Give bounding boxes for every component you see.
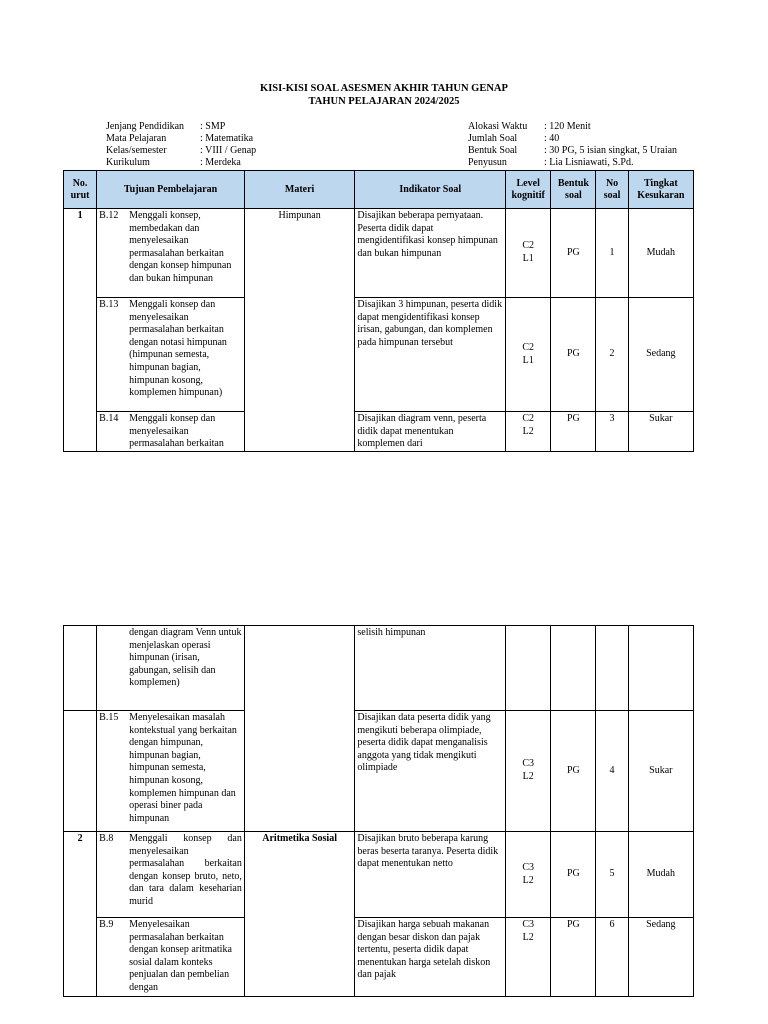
row-number: [64, 626, 97, 711]
table-row: [64, 209, 694, 298]
tingkat-cell: Mudah: [628, 832, 693, 918]
indikator-cell: Disajikan data peserta didik yang mengikuti beberapa olimpiade, peserta didik dapat menganalisis anggota yang tidak mengikuti olimpiade: [355, 711, 506, 832]
document-title: KISI-KISI SOAL ASESMEN AKHIR TAHUN GENAP: [260, 83, 508, 94]
level-cell: C3 L2: [506, 832, 551, 918]
bentuk-cell: PG: [551, 832, 596, 918]
info-row: Penyusun : Lia Lisniawati, S.Pd.: [468, 157, 634, 168]
indikator-cell: Disajikan harga sebuah makanan dengan besar diskon dan pajak tertentu, peserta didik dapat menentukan harga setelah diskon dan pajak: [355, 918, 506, 997]
col-header-indikator: Indikator Soal: [355, 171, 506, 209]
tingkat-cell: Sukar: [628, 412, 693, 452]
table-header-row: [64, 171, 694, 209]
level-cell: C2 L1: [506, 298, 551, 412]
col-header-level: Level kognitif: [506, 171, 551, 209]
kisi-table-page1: [63, 170, 694, 452]
table-row: [64, 626, 694, 711]
tingkat-cell: Sedang: [628, 298, 693, 412]
bentuk-cell: PG: [551, 209, 596, 298]
level-cell: [506, 626, 551, 711]
bentuk-cell: [551, 626, 596, 711]
info-row: Jumlah Soal : 40: [468, 133, 560, 144]
col-header-no: No. urut: [64, 171, 97, 209]
nosoal-cell: 2: [596, 298, 628, 412]
tingkat-cell: Sukar: [628, 711, 693, 832]
bentuk-cell: PG: [551, 918, 596, 997]
tingkat-cell: Mudah: [628, 209, 693, 298]
level-cell: C3 L2: [506, 711, 551, 832]
materi-cell: Aritmetika Sosial: [244, 832, 355, 997]
nosoal-cell: [596, 626, 628, 711]
nosoal-cell: 5: [596, 832, 628, 918]
nosoal-cell: 1: [596, 209, 628, 298]
level-cell: C2 L1: [506, 209, 551, 298]
indikator-cell: Disajikan beberapa pernyataan. Peserta didik dapat mengidentifikasi konsep himpunan dan bukan himpunan: [355, 209, 506, 298]
row-number: 2: [64, 832, 97, 997]
level-cell: C2 L2: [506, 412, 551, 452]
col-header-tujuan: Tujuan Pembelajaran: [97, 171, 245, 209]
info-row: Bentuk Soal : 30 PG, 5 isian singkat, 5 Uraian: [468, 145, 678, 156]
indikator-cell: Disajikan bruto beberapa karung beras beserta taranya. Peserta didik dapat menentukan netto: [355, 832, 506, 918]
materi-cell: [244, 626, 355, 832]
col-header-tingkat: Tingkat Kesukaran: [628, 171, 693, 209]
tingkat-cell: Sedang: [628, 918, 693, 997]
col-header-bentuk: Bentuk soal: [551, 171, 596, 209]
bentuk-cell: PG: [551, 412, 596, 452]
row-number: 1: [64, 209, 97, 452]
info-row: Kurikulum : Merdeka: [106, 157, 241, 168]
row-number: [64, 711, 97, 832]
info-left: [106, 121, 256, 169]
tingkat-cell: [628, 626, 693, 711]
table-row: [64, 711, 694, 832]
bentuk-cell: PG: [551, 298, 596, 412]
info-right: [468, 121, 677, 169]
materi-cell: Himpunan: [244, 209, 355, 452]
info-row: Jenjang Pendidikan : SMP: [106, 121, 226, 132]
col-header-nosoal: No soal: [596, 171, 628, 209]
info-row: Mata Pelajaran : Matematika: [106, 133, 254, 144]
info-row: Alokasi Waktu : 120 Menit: [468, 121, 591, 132]
tujuan-cell: B.15 Menyelesaikan masalah kontekstual yang berkaitan dengan himpunan, himpunan bagian, himpunan semesta, himpunan kosong, komplemen himpunan dan operasi biner pada himpunan: [97, 711, 245, 832]
table-row: [64, 832, 694, 918]
kisi-table-page2: [63, 625, 694, 997]
info-row: Kelas/semester : VIII / Genap: [106, 145, 257, 156]
col-header-materi: Materi: [244, 171, 355, 209]
document-subtitle: TAHUN PELAJARAN 2024/2025: [308, 96, 460, 107]
tujuan-cell: B.12 Menggali konsep, membedakan dan menyelesaikan permasalahan berkaitan dengan konsep himpunan dan bukan himpunan: [97, 209, 245, 298]
nosoal-cell: 4: [596, 711, 628, 832]
indikator-cell: Disajikan 3 himpunan, peserta didik dapat mengidentifikasi konsep irisan, gabungan, dan komplemen pada himpunan tersebut: [355, 298, 506, 412]
tujuan-cell: B.8 Menggali konsep dan menyelesaikan permasalahan berkaitan dengan konsep bruto, neto, dan tara dalam keseharian murid: [97, 832, 245, 918]
bentuk-cell: PG: [551, 711, 596, 832]
indikator-cell: Disajikan diagram venn, peserta didik dapat menentukan komplemen dari: [355, 412, 506, 452]
tujuan-cell: B.13 Menggali konsep dan menyelesaikan permasalahan berkaitan dengan notasi himpunan (himpunan semesta, himpunan bagian, himpunan kosong, komplemen himpunan): [97, 298, 245, 412]
table-row: [64, 298, 694, 412]
tujuan-cell: B.14 Menggali konsep dan menyelesaikan permasalahan berkaitan: [97, 412, 245, 452]
table-row: [64, 412, 694, 452]
indikator-cell: selisih himpunan: [355, 626, 506, 711]
tujuan-cell: B.9 Menyelesaikan permasalahan berkaitan dengan konsep aritmatika sosial dalam konteks penjualan dan pembelian dengan: [97, 918, 245, 997]
table-row: [64, 918, 694, 997]
tujuan-cell: dengan diagram Venn untuk menjelaskan operasi himpunan (irisan, gabungan, selisih dan komplemen): [97, 626, 245, 711]
nosoal-cell: 6: [596, 918, 628, 997]
level-cell: C3 L2: [506, 918, 551, 997]
nosoal-cell: 3: [596, 412, 628, 452]
